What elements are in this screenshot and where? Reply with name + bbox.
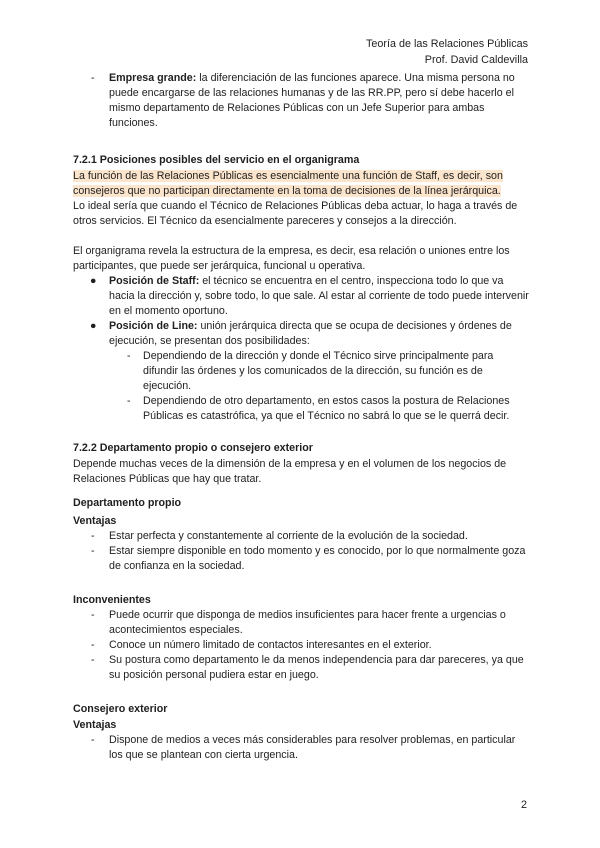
list-item [73,319,529,349]
dash-marker: - [91,609,95,621]
list-item [73,71,529,131]
item-text: Puede ocurrir que disponga de medios insuficientes para hacer frente a urgencias o acontecimientos especiales. [109,609,506,636]
dash-marker: - [91,654,95,666]
subheading-departamento-propio: Departamento propio [73,497,182,509]
item-text: Su postura como departamento le da menos independencia para dar pareceres, ya que su posición personal pudiera estar en juego. [109,654,524,681]
item-text: unión jerárquica directa que se ocupa de decisiones y órdenes de ejecución, se presentan dos posibilidades: [109,320,512,347]
dash-marker: - [127,350,131,362]
section-heading-722: 7.2.2 Departamento propio o consejero exterior [73,442,313,454]
item-text: la diferenciación de las funciones aparece. Una misma persona no puede encargarse de las relaciones humanas y de las RR.PP, pero sí debe hacerlo el mismo departamento de Relaciones Públicas con un Jefe Superior para ambas funciones. [109,72,515,129]
header-professor: Prof. David Caldevilla [424,54,528,66]
header-course-title: Teoría de las Relaciones Públicas [365,38,528,50]
paragraph: Depende muchas veces de la dimensión de la empresa y en el volumen de los negocios de Relaciones Públicas que hay que tratar. [73,458,507,485]
bullet-marker: ● [90,275,97,287]
dash-marker: - [91,639,95,651]
highlight-text: La función de las Relaciones Públicas es esencialmente una función de Staff, es decir, son consejeros que no participan directamente en la toma de decisiones de la línea jerárquica. [73,170,503,197]
highlighted-paragraph [73,169,529,199]
bullet-marker: ● [90,320,97,332]
dash-marker: - [91,545,95,557]
item-text: Dependiendo de otro departamento, en estos casos la postura de Relaciones Públicas es catastrófica, ya que el Técnico no sabrá lo que se le querrá decir. [143,395,510,422]
subheading-ventajas: Ventajas [73,719,117,731]
dash-marker: - [91,72,95,84]
page-header [366,36,528,68]
subheading-consejero-exterior: Consejero exterior [73,703,168,715]
list-item [73,733,529,763]
list-item [73,653,529,683]
list-item [73,529,529,544]
sub-list-item [73,349,529,394]
item-text: Estar siempre disponible en todo momento y es conocido, por lo que normalmente goza de confianza en la sociedad. [109,545,526,572]
page-content [73,71,529,763]
section-heading-721: 7.2.1 Posiciones posibles del servicio en el organigrama [73,154,360,166]
paragraph: Lo ideal sería que cuando el Técnico de Relaciones Públicas deba actuar, lo haga a través de otros servicios. El Técnico da esencialmente pareceres y consejos a la dirección. [73,200,518,227]
item-term: Posición de Staff: [109,275,200,287]
list-item [73,274,529,319]
item-text: el técnico se encuentra en el centro, inspecciona todo lo que va hacia la dirección y, sobre todo, lo que sale. Al estar al corriente de todo puede intervenir en el momento oportuno. [109,275,529,317]
subheading-ventajas: Ventajas [73,515,117,527]
item-text: Estar perfecta y constantemente al corriente de la evolución de la sociedad. [109,530,468,542]
page-number: 2 [520,799,527,811]
list-item [73,608,529,638]
item-text: Dispone de medios a veces más considerables para resolver problemas, en particular los que se plantean con cierta urgencia. [109,734,516,761]
list-item [73,544,529,574]
sub-list-item [73,394,529,424]
dash-marker: - [91,734,95,746]
item-text: Dependiendo de la dirección y donde el Técnico sirve principalmente para difundir las órdenes y los comunicados de la dirección, su función es de ejecución. [143,350,494,392]
item-term: Empresa grande: [109,72,197,84]
item-term: Posición de Line: [109,320,198,332]
dash-marker: - [91,530,95,542]
dash-marker: - [127,395,131,407]
subheading-inconvenientes: Inconvenientes [73,594,151,606]
paragraph: El organigrama revela la estructura de la empresa, es decir, esa relación o uniones entre los participantes, que puede ser jerárquica, funcional u operativa. [73,245,510,272]
list-item [73,638,529,653]
item-text: Conoce un número limitado de contactos interesantes en el exterior. [109,639,432,651]
